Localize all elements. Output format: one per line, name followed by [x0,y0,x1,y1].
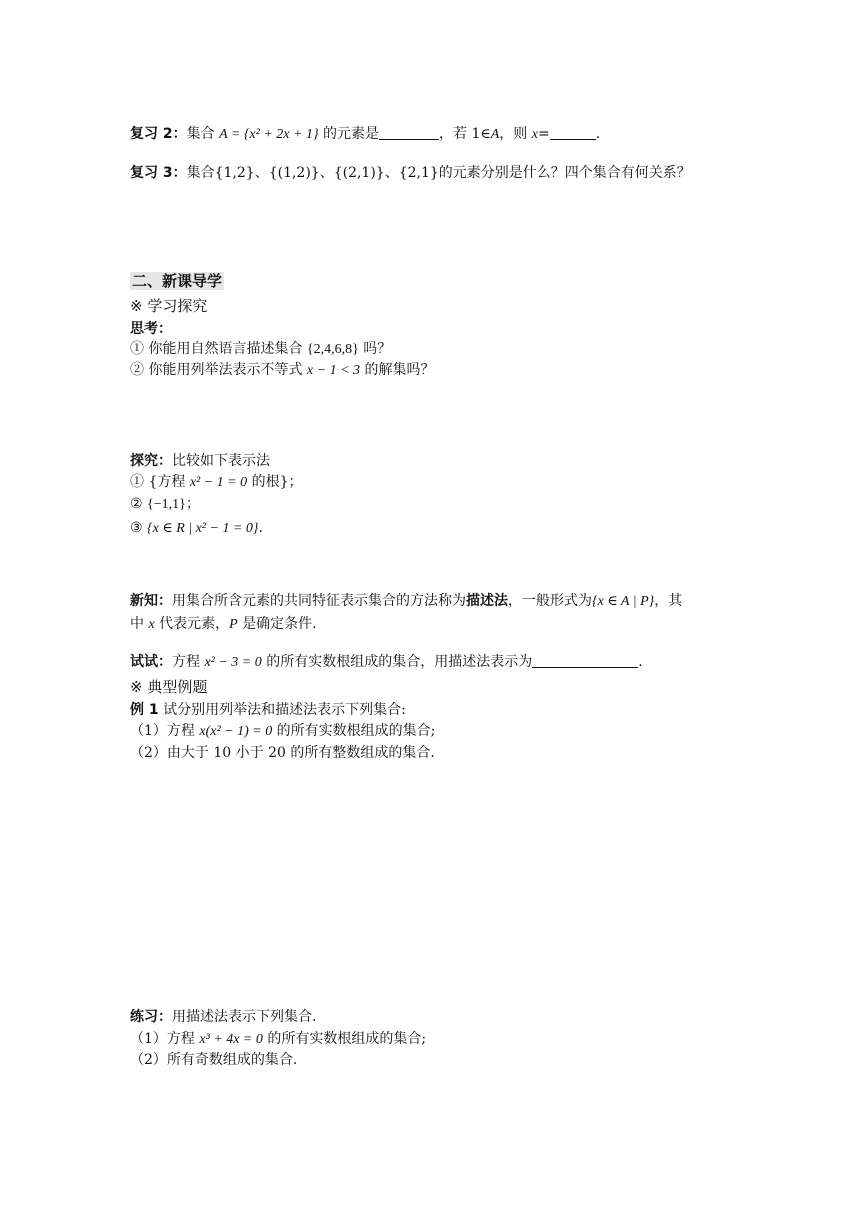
review3-text: 集合{1,2}、{(1,2)}、{(2,1)}、{2,1}的元素分别是什么？四个集合有何关系？ [186,165,691,181]
newknow-math: {x ∈ A | P} [592,594,655,609]
newknow-l2-text1: 中 [130,616,149,632]
example1-label: 例 1 [130,702,159,718]
inquiry-item-3 [130,518,263,539]
newknow-term: 描述法 [466,593,508,609]
newknow-l2-text3: 是确定条件. [237,616,317,632]
example1-part-2: （2）由大于 10 小于 20 的所有整数组成的集合. [130,745,435,761]
practice-line [130,1007,316,1027]
review2-math: A = {x² + 2x + 1} [219,127,319,142]
trial-end: . [638,654,643,670]
answer-blank-2[interactable] [550,125,596,140]
inquiry-item-2 [130,494,200,515]
inquiry-item-1 [130,472,302,493]
review2-set-a: A [490,127,500,142]
newknow-text3: ，其 [654,593,683,609]
answer-blank-3[interactable] [532,653,638,668]
practice-p1-text: （1）方程 [130,1031,200,1047]
inquiry-i2-math: {−1,1} [147,497,186,512]
think-label [130,319,172,339]
inquiry-i2-end: ； [185,496,200,512]
answer-blank-1[interactable] [379,125,439,140]
trial-line [130,652,643,673]
think-q1-math: {2,4,6,8} [306,342,359,357]
review2-text5: ，则 [499,126,532,142]
practice-part-1 [130,1029,426,1050]
example1-line [130,700,406,720]
review2-line [130,124,600,145]
think-q2-math: x − 1 < 3 [306,363,361,378]
inquiry-label: 探究： [130,453,172,469]
think-question-1 [130,339,391,360]
practice-text: 用描述法表示下列集合. [172,1009,317,1025]
think-q1-end: 吗？ [358,341,392,357]
inquiry-i3-math: {x ∈ R | x² − 1 = 0} [147,521,259,536]
review2-var-x: x [531,127,538,142]
review2-label: 复习 2： [130,126,187,142]
newknow-text1: 用集合所含元素的共同特征表示集合的方法称为 [172,593,466,609]
practice-p1-end: 的所有实数根组成的集合; [262,1031,427,1047]
example1-p1-math: x(x² − 1) = 0 [199,724,273,739]
example1-text: 试分别用列举法和描述法表示下列集合: [158,702,406,718]
think-q2-end: 的解集吗？ [360,362,435,378]
review3-line [130,163,691,183]
section-title [130,271,224,291]
example1-p1-text: （1）方程 [130,723,200,739]
review2-eq: = [537,126,550,142]
section-title-text: 二、新课导学 [132,272,223,290]
inquiry-i3-text: ③ [130,520,148,536]
examples-title: ※ 典型例题 [130,678,208,696]
think-label-text: 思考： [130,321,172,337]
practice-part-2: （2）所有奇数组成的集合. [130,1052,298,1068]
review2-text2: 的元素是 [318,126,379,142]
explore-title: ※ 学习探究 [130,297,208,315]
practice-p1-math: x³ + 4x = 0 [199,1032,263,1047]
newknow-l2-var-p: P [229,617,238,632]
inquiry-i1-end: 的根}； [247,474,303,490]
example1-part-1 [130,721,435,742]
newknow-line-2 [130,614,317,635]
inquiry-i3-end: . [258,520,263,536]
trial-text1: 方程 [172,654,205,670]
inquiry-i1-math: x² − 1 = 0 [189,475,248,490]
trial-text2: 的所有实数根组成的集合，用描述法表示为 [261,654,533,670]
inquiry-i2-text: ② [130,496,148,512]
newknow-label: 新知： [130,593,172,609]
practice-label: 练习： [130,1009,172,1025]
review2-text3: ，若 1∈ [439,126,491,142]
example1-p1-end: 的所有实数根组成的集合; [272,723,436,739]
review2-text1: 集合 [186,126,220,142]
newknow-l2-var-x: x [148,617,155,632]
review3-label: 复习 3： [130,165,187,181]
inquiry-i1-text: ① {方程 [130,474,190,490]
newknow-text2: ，一般形式为 [508,593,592,609]
newknow-line-1 [130,591,682,612]
newknow-l2-text2: 代表元素， [154,616,230,632]
think-question-2 [130,360,434,381]
think-q1-text: ① 你能用自然语言描述集合 [130,341,307,357]
inquiry-line [130,451,270,471]
inquiry-text: 比较如下表示法 [172,453,270,469]
trial-math: x² − 3 = 0 [204,655,262,670]
think-q2-text: ② 你能用列举法表示不等式 [130,362,307,378]
review2-end: . [595,126,601,142]
trial-label: 试试： [130,654,172,670]
